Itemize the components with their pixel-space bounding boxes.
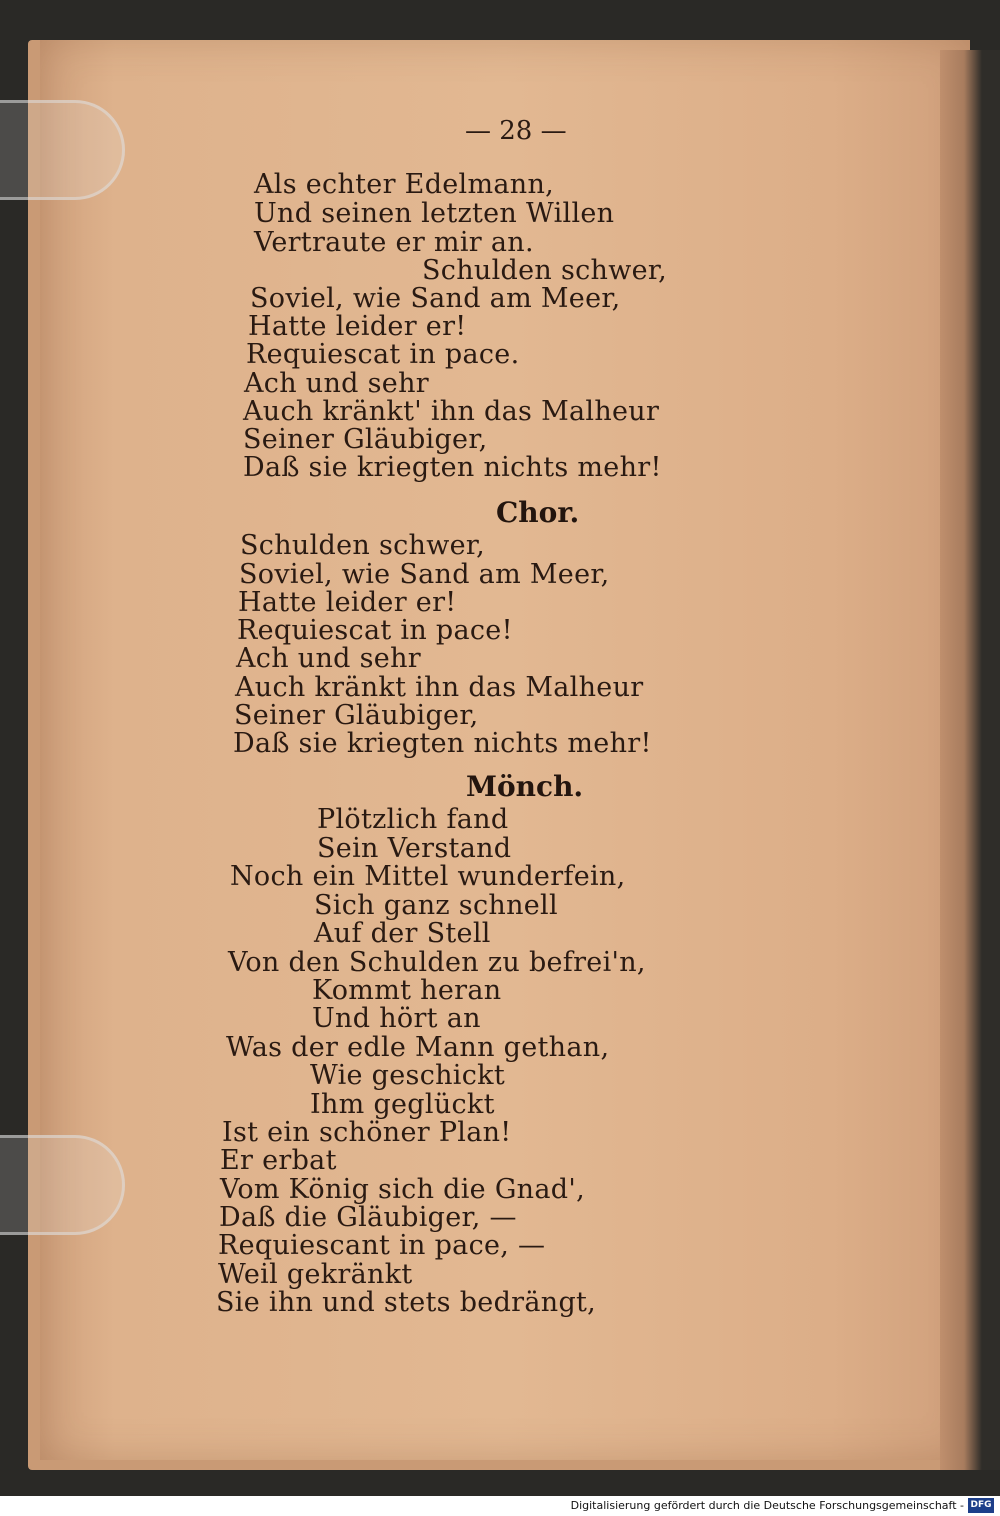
section-heading-chor: Chor. [496, 496, 580, 529]
verse-line: Auf der Stell [314, 918, 491, 949]
dfg-logo: DFG [968, 1498, 994, 1513]
verse-line: Wie geschickt [310, 1060, 505, 1091]
verse-line: Auch kränkt ihn das Malheur [235, 672, 644, 703]
verse-line: Daß sie kriegten nichts mehr! [233, 728, 652, 759]
verse-line: Vom König sich die Gnad', [220, 1174, 585, 1205]
footer-bar [0, 1496, 1000, 1516]
verse-line: Ach und sehr [244, 368, 429, 399]
section-heading-moench: Mönch. [466, 770, 584, 803]
verse-line: Soviel, wie Sand am Meer, [239, 559, 610, 590]
verse-line: Was der edle Mann gethan, [226, 1032, 610, 1063]
page-number: — 28 — [465, 116, 567, 146]
verse-line: Als echter Edelmann, [254, 169, 555, 200]
verse-line: Schulden schwer, [422, 255, 668, 286]
verse-line: Sich ganz schnell [314, 890, 558, 921]
page-holder-clip-top [0, 100, 125, 200]
verse-line: Daß sie kriegten nichts mehr! [243, 452, 662, 483]
verse-line: Kommt heran [312, 975, 502, 1006]
verse-line: Daß die Gläubiger, — [219, 1202, 517, 1233]
verse-line: Und hört an [312, 1003, 481, 1034]
verse-line: Hatte leider er! [248, 311, 467, 342]
verse-line: Ihm geglückt [310, 1089, 495, 1120]
verse-line: Hatte leider er! [238, 587, 457, 618]
verse-line: Seiner Gläubiger, [234, 700, 479, 731]
verse-line: Von den Schulden zu befrei'n, [228, 947, 646, 978]
verse-line: Requiescat in pace. [246, 339, 520, 370]
verse-line: Noch ein Mittel wunderfein, [230, 861, 626, 892]
verse-line: Plötzlich fand [317, 804, 509, 835]
verse-line: Ist ein schöner Plan! [222, 1117, 512, 1148]
verse-line: Vertraute er mir an. [254, 227, 534, 258]
verse-line: Sie ihn und stets bedrängt, [216, 1287, 597, 1318]
verse-line: Seiner Gläubiger, [243, 424, 488, 455]
verse-line: Requiescat in pace! [237, 615, 513, 646]
funding-credit: Digitalisierung gefördert durch die Deutsche Forschungsgemeinschaft - [570, 1499, 964, 1512]
verse-line: Sein Verstand [317, 833, 512, 864]
verse-line: Weil gekränkt [218, 1259, 413, 1290]
verse-line: Ach und sehr [236, 643, 421, 674]
page-right-edge [940, 50, 1000, 1470]
page-holder-clip-bottom [0, 1135, 125, 1235]
verse-line: Auch kränkt' ihn das Malheur [243, 396, 660, 427]
verse-line: Soviel, wie Sand am Meer, [250, 283, 621, 314]
verse-line: Er erbat [220, 1145, 337, 1176]
verse-line: Requiescant in pace, — [218, 1230, 546, 1261]
verse-line: Schulden schwer, [240, 530, 486, 561]
verse-line: Und seinen letzten Willen [254, 198, 615, 229]
